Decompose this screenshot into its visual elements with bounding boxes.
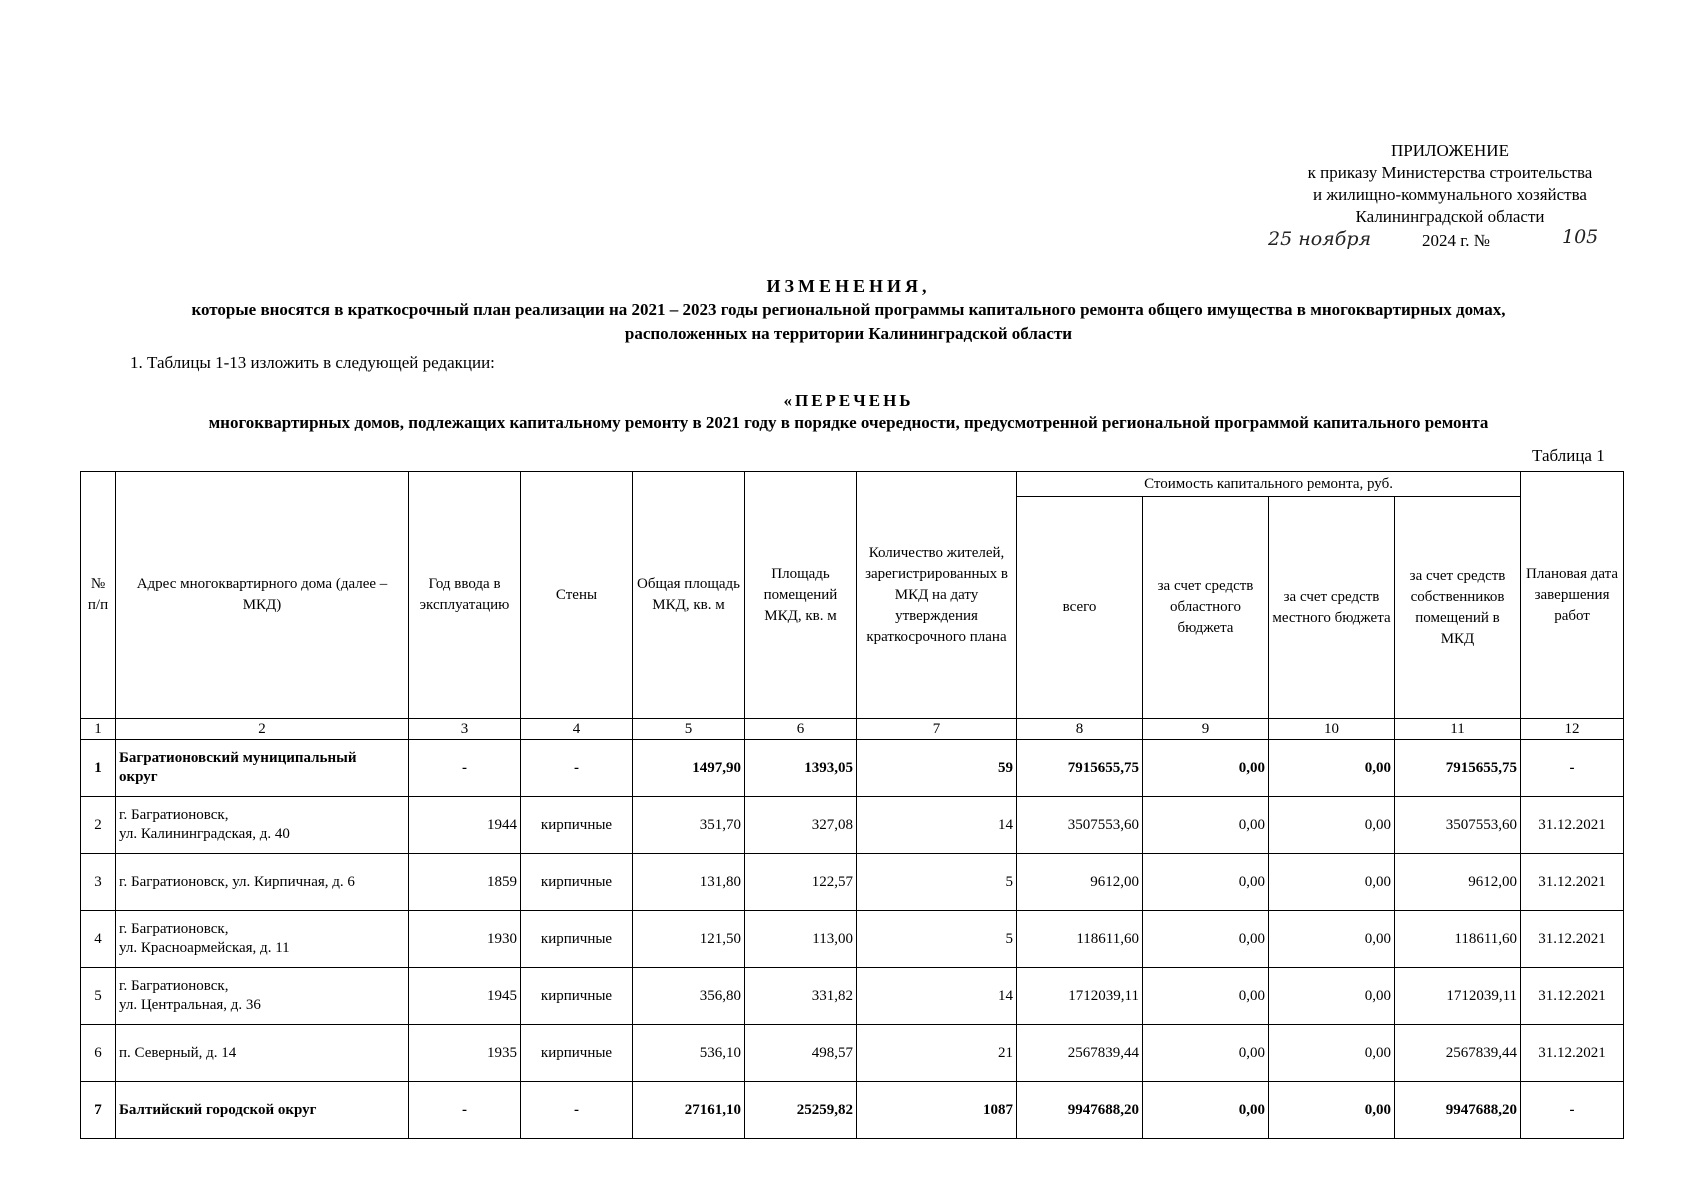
order-year-text: 2024 г. № xyxy=(1422,231,1491,250)
address-line: г. Багратионовск, ул. Кирпичная, д. 6 xyxy=(119,873,355,890)
cell-total-area: 121,50 xyxy=(633,911,745,968)
cell-cost-regional: 0,00 xyxy=(1143,968,1269,1025)
header-cost-total: всего xyxy=(1017,497,1143,719)
table-row xyxy=(81,1025,1624,1082)
appendix-title: ПРИЛОЖЕНИЕ xyxy=(1391,141,1509,160)
document-title: ИЗМЕНЕНИЯ, xyxy=(766,276,931,296)
appendix-line: Калининградской области xyxy=(1355,207,1545,226)
header-num: № п/п xyxy=(81,472,116,719)
cell-year: 1945 xyxy=(409,968,521,1025)
address-line: Балтийский городской округ xyxy=(119,1101,317,1118)
cell-cost-owners: 2567839,44 xyxy=(1395,1025,1521,1082)
address-line: округ xyxy=(119,769,158,785)
cell-cost-owners: 7915655,75 xyxy=(1395,740,1521,797)
cell-year: 1859 xyxy=(409,854,521,911)
cell-residents: 14 xyxy=(857,968,1017,1025)
cell-num: 5 xyxy=(81,968,116,1025)
address-line: г. Багратионовск, xyxy=(119,921,229,937)
cell-num: 6 xyxy=(81,1025,116,1082)
cell-total-area: 356,80 xyxy=(633,968,745,1025)
cell-premises-area: 498,57 xyxy=(745,1025,857,1082)
table-row xyxy=(81,1082,1624,1139)
cell-cost-regional: 0,00 xyxy=(1143,1025,1269,1082)
cell-completion: 31.12.2021 xyxy=(1521,1025,1624,1082)
list-title: «ПЕРЕЧЕНЬ xyxy=(783,391,914,410)
cell-walls: кирпичные xyxy=(521,1025,633,1082)
address-line: ул. Калининградская, д. 40 xyxy=(119,826,290,842)
cell-cost-owners: 3507553,60 xyxy=(1395,797,1521,854)
column-number: 7 xyxy=(857,719,1017,740)
cell-completion: 31.12.2021 xyxy=(1521,911,1624,968)
cell-cost-total: 118611,60 xyxy=(1017,911,1143,968)
repair-table xyxy=(80,471,1624,1139)
cell-residents: 14 xyxy=(857,797,1017,854)
cell-num: 7 xyxy=(81,1082,116,1139)
appendix-line: и жилищно-коммунального хозяйства xyxy=(1313,185,1587,204)
cell-num: 1 xyxy=(81,740,116,797)
column-number: 1 xyxy=(81,719,116,740)
cell-residents: 5 xyxy=(857,911,1017,968)
table-label: Таблица 1 xyxy=(1532,446,1605,465)
address-line: Багратионовский муниципальный xyxy=(119,750,357,766)
cell-num: 3 xyxy=(81,854,116,911)
cell-walls: кирпичные xyxy=(521,797,633,854)
cell-residents: 5 xyxy=(857,854,1017,911)
cell-premises-area: 1393,05 xyxy=(745,740,857,797)
cell-completion: - xyxy=(1521,740,1624,797)
cell-address xyxy=(116,911,409,968)
address-line: п. Северный, д. 14 xyxy=(119,1044,237,1061)
cell-total-area: 27161,10 xyxy=(633,1082,745,1139)
header-address: Адрес многоквартирного дома (далее – МКД) xyxy=(116,472,409,719)
address-line: г. Багратионовск, xyxy=(119,978,229,994)
column-number: 3 xyxy=(409,719,521,740)
cell-walls: кирпичные xyxy=(521,854,633,911)
cell-year: - xyxy=(409,1082,521,1139)
cell-cost-total: 1712039,11 xyxy=(1017,968,1143,1025)
cell-cost-local: 0,00 xyxy=(1269,1025,1395,1082)
cell-walls: кирпичные xyxy=(521,911,633,968)
document-subtitle-line1: которые вносятся в краткосрочный план реализации на 2021 – 2023 годы региональной программы капитального ремонта общего имущества в многоквартирных домах, xyxy=(191,300,1506,319)
cell-completion: - xyxy=(1521,1082,1624,1139)
column-number: 2 xyxy=(116,719,409,740)
cell-cost-local: 0,00 xyxy=(1269,968,1395,1025)
cell-walls: - xyxy=(521,740,633,797)
cell-residents: 21 xyxy=(857,1025,1017,1082)
cell-cost-owners: 118611,60 xyxy=(1395,911,1521,968)
cell-year: 1930 xyxy=(409,911,521,968)
cell-total-area: 351,70 xyxy=(633,797,745,854)
cell-cost-local: 0,00 xyxy=(1269,797,1395,854)
header-cost-group: Стоимость капитального ремонта, руб. xyxy=(1017,472,1521,497)
cell-completion: 31.12.2021 xyxy=(1521,968,1624,1025)
cell-premises-area: 327,08 xyxy=(745,797,857,854)
header-cost-owners: за счет средств собственников помещений в МКД xyxy=(1395,497,1521,719)
column-number: 8 xyxy=(1017,719,1143,740)
header-total-area: Общая площадь МКД, кв. м xyxy=(633,472,745,719)
cell-completion: 31.12.2021 xyxy=(1521,854,1624,911)
cell-total-area: 536,10 xyxy=(633,1025,745,1082)
table-row xyxy=(81,968,1624,1025)
column-number: 9 xyxy=(1143,719,1269,740)
cell-cost-total: 3507553,60 xyxy=(1017,797,1143,854)
cell-cost-local: 0,00 xyxy=(1269,854,1395,911)
cell-premises-area: 113,00 xyxy=(745,911,857,968)
column-number: 4 xyxy=(521,719,633,740)
cell-cost-total: 9612,00 xyxy=(1017,854,1143,911)
cell-cost-regional: 0,00 xyxy=(1143,854,1269,911)
header-premises-area: Площадь помещений МКД, кв. м xyxy=(745,472,857,719)
table-row xyxy=(81,797,1624,854)
header-cost-local: за счет средств местного бюджета xyxy=(1269,497,1395,719)
column-number: 5 xyxy=(633,719,745,740)
table-row xyxy=(81,854,1624,911)
cell-year: 1944 xyxy=(409,797,521,854)
column-number: 12 xyxy=(1521,719,1624,740)
appendix-line: к приказу Министерства строительства xyxy=(1307,163,1593,182)
cell-residents: 1087 xyxy=(857,1082,1017,1139)
column-number: 11 xyxy=(1395,719,1521,740)
cell-num: 2 xyxy=(81,797,116,854)
instruction-paragraph: 1. Таблицы 1-13 изложить в следующей редакции: xyxy=(130,353,495,372)
cell-total-area: 131,80 xyxy=(633,854,745,911)
cell-year: - xyxy=(409,740,521,797)
cell-cost-regional: 0,00 xyxy=(1143,797,1269,854)
cell-address xyxy=(116,1082,409,1139)
cell-total-area: 1497,90 xyxy=(633,740,745,797)
cell-address xyxy=(116,854,409,911)
cell-cost-total: 9947688,20 xyxy=(1017,1082,1143,1139)
cell-cost-local: 0,00 xyxy=(1269,740,1395,797)
cell-premises-area: 331,82 xyxy=(745,968,857,1025)
cell-cost-regional: 0,00 xyxy=(1143,911,1269,968)
table-row xyxy=(81,740,1624,797)
cell-cost-regional: 0,00 xyxy=(1143,740,1269,797)
cell-residents: 59 xyxy=(857,740,1017,797)
cell-walls: - xyxy=(521,1082,633,1139)
cell-num: 4 xyxy=(81,911,116,968)
cell-address xyxy=(116,1025,409,1082)
cell-year: 1935 xyxy=(409,1025,521,1082)
cell-address xyxy=(116,797,409,854)
appendix-block xyxy=(1240,140,1660,252)
document-subtitle-line2: расположенных на территории Калининградской области xyxy=(624,324,1073,343)
cell-cost-total: 7915655,75 xyxy=(1017,740,1143,797)
address-line: ул. Красноармейская, д. 11 xyxy=(119,940,290,956)
header-residents: Количество жителей, зарегистрированных в МКД на дату утверждения краткосрочного плана xyxy=(857,472,1017,719)
header-walls: Стены xyxy=(521,472,633,719)
column-number: 6 xyxy=(745,719,857,740)
order-date-handwritten: 25 ноября xyxy=(1268,228,1372,250)
cell-cost-owners: 1712039,11 xyxy=(1395,968,1521,1025)
cell-cost-regional: 0,00 xyxy=(1143,1082,1269,1139)
list-subtitle: многоквартирных домов, подлежащих капитальному ремонту в 2021 году в порядке очередности, предусмотренной региональной программой капитального ремонта xyxy=(208,413,1489,432)
cell-completion: 31.12.2021 xyxy=(1521,797,1624,854)
column-number: 10 xyxy=(1269,719,1395,740)
cell-premises-area: 122,57 xyxy=(745,854,857,911)
header-completion: Плановая дата завершения работ xyxy=(1521,472,1624,719)
header-cost-regional: за счет средств областного бюджета xyxy=(1143,497,1269,719)
cell-walls: кирпичные xyxy=(521,968,633,1025)
order-number-handwritten: 105 xyxy=(1562,226,1599,248)
table-row xyxy=(81,911,1624,968)
address-line: г. Багратионовск, xyxy=(119,807,229,823)
order-line xyxy=(1240,228,1660,252)
cell-cost-local: 0,00 xyxy=(1269,1082,1395,1139)
cell-cost-owners: 9612,00 xyxy=(1395,854,1521,911)
cell-address xyxy=(116,740,409,797)
cell-address xyxy=(116,968,409,1025)
header-year: Год ввода в эксплуатацию xyxy=(409,472,521,719)
cell-cost-owners: 9947688,20 xyxy=(1395,1082,1521,1139)
cell-cost-total: 2567839,44 xyxy=(1017,1025,1143,1082)
cell-premises-area: 25259,82 xyxy=(745,1082,857,1139)
address-line: ул. Центральная, д. 36 xyxy=(119,997,261,1013)
cell-cost-local: 0,00 xyxy=(1269,911,1395,968)
